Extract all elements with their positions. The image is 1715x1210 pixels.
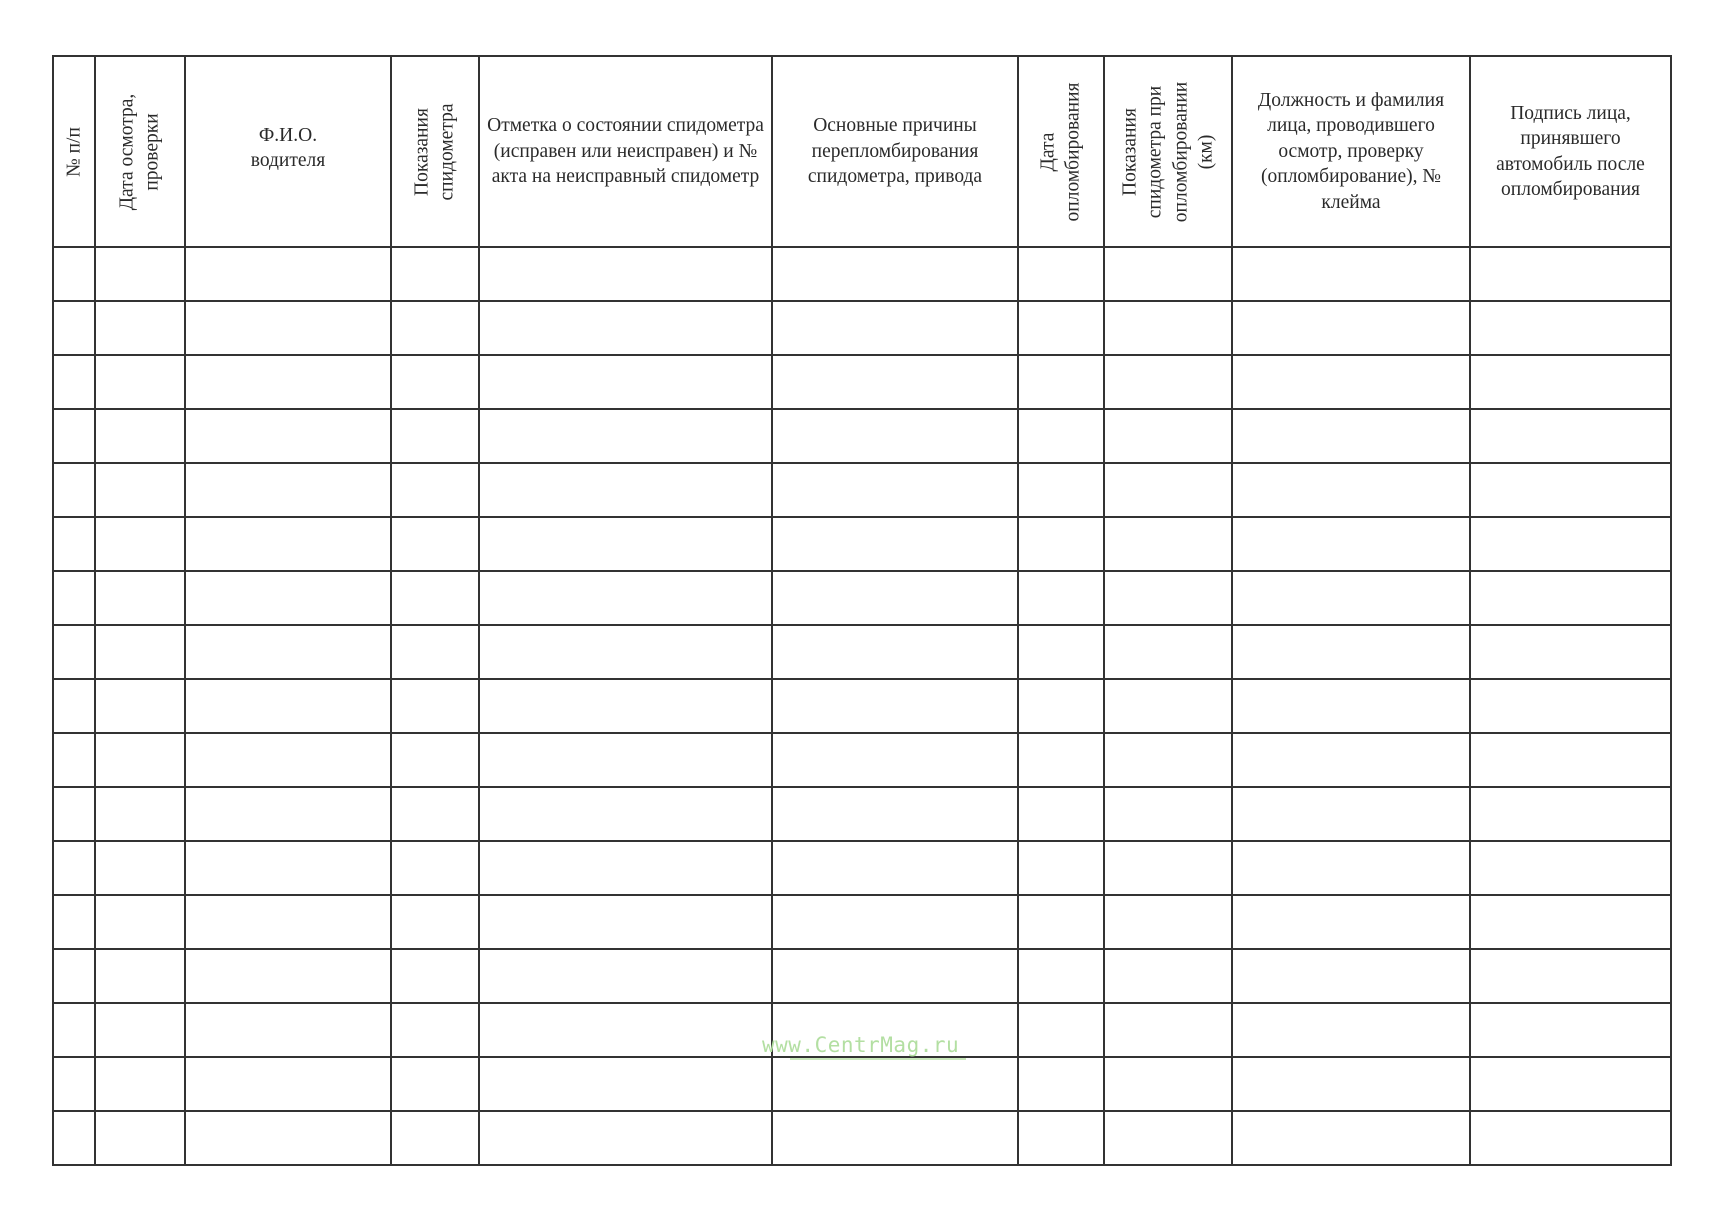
- cell-driver-name: [185, 787, 391, 841]
- cell-driver-name: [185, 1111, 391, 1165]
- cell-reading-at-seal: [1104, 301, 1232, 355]
- table-row: [53, 895, 1671, 949]
- header-text-inspect-date: Дата осмотра, проверки: [116, 93, 163, 210]
- cell-reseal-reasons: [772, 301, 1018, 355]
- cell-inspector: [1232, 1057, 1470, 1111]
- cell-num: [53, 355, 95, 409]
- cell-num: [53, 463, 95, 517]
- cell-reseal-reasons: [772, 355, 1018, 409]
- cell-reading-at-seal: [1104, 625, 1232, 679]
- cell-speedo-state: [479, 463, 772, 517]
- cell-speedo-reading: [391, 463, 479, 517]
- cell-seal-date: [1018, 625, 1104, 679]
- cell-inspector: [1232, 247, 1470, 301]
- header-text-seal-date: Дата опломбирования: [1037, 82, 1084, 221]
- cell-speedo-state: [479, 355, 772, 409]
- cell-speedo-state: [479, 733, 772, 787]
- cell-inspector: [1232, 517, 1470, 571]
- cell-seal-date: [1018, 841, 1104, 895]
- header-text-speedo-state: Отметка о состоянии спидометра (исправен или неисправен) и № акта на неисправный спидометр: [487, 115, 764, 188]
- table-row: [53, 355, 1671, 409]
- cell-inspect-date: [95, 625, 185, 679]
- cell-speedo-reading: [391, 301, 479, 355]
- header-text-reading-at-seal: Показания спидометра при опломбировании (км): [1119, 81, 1217, 222]
- cell-seal-date: [1018, 895, 1104, 949]
- cell-reading-at-seal: [1104, 841, 1232, 895]
- cell-num: [53, 679, 95, 733]
- cell-reseal-reasons: [772, 949, 1018, 1003]
- cell-seal-date: [1018, 517, 1104, 571]
- cell-inspector: [1232, 787, 1470, 841]
- table-row: [53, 517, 1671, 571]
- cell-reseal-reasons: [772, 1057, 1018, 1111]
- cell-receiver-signature: [1470, 679, 1671, 733]
- header-text-inspector: Должность и фамилия лица, проводившего осмотр, проверку (опломбирование), № клейма: [1257, 90, 1445, 213]
- cell-num: [53, 409, 95, 463]
- cell-reading-at-seal: [1104, 247, 1232, 301]
- cell-driver-name: [185, 841, 391, 895]
- header-cell-speedo-reading: [391, 56, 479, 247]
- header-text-receiver-signature: Подпись лица, принявшего автомобиль после опломбирования: [1496, 102, 1645, 200]
- header-cell-inspector: [1232, 56, 1470, 247]
- cell-inspect-date: [95, 571, 185, 625]
- cell-reseal-reasons: [772, 1111, 1018, 1165]
- cell-speedo-state: [479, 571, 772, 625]
- cell-reading-at-seal: [1104, 733, 1232, 787]
- cell-receiver-signature: [1470, 463, 1671, 517]
- cell-receiver-signature: [1470, 1111, 1671, 1165]
- cell-driver-name: [185, 247, 391, 301]
- cell-driver-name: [185, 571, 391, 625]
- cell-driver-name: [185, 463, 391, 517]
- table-row: [53, 571, 1671, 625]
- cell-speedo-reading: [391, 355, 479, 409]
- table-row: [53, 625, 1671, 679]
- cell-reseal-reasons: [772, 463, 1018, 517]
- cell-speedo-state: [479, 679, 772, 733]
- cell-reading-at-seal: [1104, 355, 1232, 409]
- cell-speedo-state: [479, 1057, 772, 1111]
- cell-driver-name: [185, 733, 391, 787]
- cell-speedo-state: [479, 895, 772, 949]
- header-text-driver-name: Ф.И.О. водителя: [250, 125, 326, 172]
- cell-receiver-signature: [1470, 733, 1671, 787]
- cell-receiver-signature: [1470, 409, 1671, 463]
- cell-num: [53, 787, 95, 841]
- cell-seal-date: [1018, 1057, 1104, 1111]
- cell-inspect-date: [95, 355, 185, 409]
- cell-seal-date: [1018, 463, 1104, 517]
- cell-inspect-date: [95, 733, 185, 787]
- cell-speedo-state: [479, 409, 772, 463]
- table-row: [53, 1057, 1671, 1111]
- cell-speedo-reading: [391, 895, 479, 949]
- cell-num: [53, 949, 95, 1003]
- cell-speedo-reading: [391, 1057, 479, 1111]
- cell-speedo-reading: [391, 1003, 479, 1057]
- table-row: [53, 733, 1671, 787]
- cell-inspector: [1232, 301, 1470, 355]
- cell-reading-at-seal: [1104, 571, 1232, 625]
- header-cell-seal-date: [1018, 56, 1104, 247]
- cell-seal-date: [1018, 949, 1104, 1003]
- cell-reseal-reasons: [772, 409, 1018, 463]
- cell-num: [53, 733, 95, 787]
- cell-seal-date: [1018, 409, 1104, 463]
- cell-num: [53, 625, 95, 679]
- header-cell-reading-at-seal: [1104, 56, 1232, 247]
- table-row: [53, 679, 1671, 733]
- header-cell-driver-name: [185, 56, 391, 247]
- cell-inspector: [1232, 625, 1470, 679]
- cell-reading-at-seal: [1104, 1003, 1232, 1057]
- cell-reading-at-seal: [1104, 463, 1232, 517]
- cell-receiver-signature: [1470, 301, 1671, 355]
- cell-seal-date: [1018, 301, 1104, 355]
- cell-receiver-signature: [1470, 517, 1671, 571]
- cell-inspector: [1232, 949, 1470, 1003]
- journal-body: [53, 247, 1671, 1165]
- cell-receiver-signature: [1470, 571, 1671, 625]
- cell-receiver-signature: [1470, 949, 1671, 1003]
- cell-speedo-state: [479, 625, 772, 679]
- cell-reseal-reasons: [772, 247, 1018, 301]
- cell-seal-date: [1018, 1003, 1104, 1057]
- header-cell-inspect-date: [95, 56, 185, 247]
- table-row: [53, 787, 1671, 841]
- cell-speedo-state: [479, 1003, 772, 1057]
- header-cell-speedo-state: [479, 56, 772, 247]
- header-row: [53, 56, 1671, 247]
- cell-speedo-state: [479, 517, 772, 571]
- cell-speedo-reading: [391, 679, 479, 733]
- cell-reading-at-seal: [1104, 787, 1232, 841]
- cell-speedo-reading: [391, 517, 479, 571]
- cell-inspector: [1232, 409, 1470, 463]
- cell-speedo-reading: [391, 1111, 479, 1165]
- cell-driver-name: [185, 301, 391, 355]
- table-row: [53, 463, 1671, 517]
- cell-reseal-reasons: [772, 733, 1018, 787]
- cell-inspect-date: [95, 247, 185, 301]
- cell-inspect-date: [95, 895, 185, 949]
- cell-driver-name: [185, 895, 391, 949]
- cell-reading-at-seal: [1104, 1111, 1232, 1165]
- cell-seal-date: [1018, 679, 1104, 733]
- cell-reseal-reasons: [772, 895, 1018, 949]
- cell-inspector: [1232, 463, 1470, 517]
- header-text-num: № п/п: [63, 126, 85, 177]
- cell-driver-name: [185, 1003, 391, 1057]
- header-text-speedo-reading: Показания спидометра: [411, 103, 458, 200]
- cell-inspector: [1232, 679, 1470, 733]
- cell-inspector: [1232, 895, 1470, 949]
- cell-reseal-reasons: [772, 517, 1018, 571]
- cell-receiver-signature: [1470, 625, 1671, 679]
- cell-speedo-state: [479, 247, 772, 301]
- cell-num: [53, 571, 95, 625]
- cell-speedo-state: [479, 949, 772, 1003]
- cell-reading-at-seal: [1104, 517, 1232, 571]
- cell-speedo-state: [479, 1111, 772, 1165]
- cell-speedo-reading: [391, 733, 479, 787]
- cell-num: [53, 895, 95, 949]
- cell-driver-name: [185, 1057, 391, 1111]
- cell-inspector: [1232, 355, 1470, 409]
- cell-inspect-date: [95, 463, 185, 517]
- table-row: [53, 1111, 1671, 1165]
- cell-seal-date: [1018, 1111, 1104, 1165]
- cell-seal-date: [1018, 571, 1104, 625]
- cell-driver-name: [185, 517, 391, 571]
- watermark-text: www.CentrMag.ru: [762, 1033, 960, 1057]
- watermark-underline: [790, 1058, 966, 1060]
- cell-inspector: [1232, 571, 1470, 625]
- cell-reseal-reasons: [772, 841, 1018, 895]
- cell-driver-name: [185, 409, 391, 463]
- cell-receiver-signature: [1470, 895, 1671, 949]
- cell-driver-name: [185, 355, 391, 409]
- cell-inspect-date: [95, 841, 185, 895]
- cell-speedo-reading: [391, 841, 479, 895]
- cell-inspector: [1232, 1003, 1470, 1057]
- cell-inspect-date: [95, 1057, 185, 1111]
- cell-inspector: [1232, 733, 1470, 787]
- cell-speedo-state: [479, 787, 772, 841]
- table-row: [53, 247, 1671, 301]
- cell-speedo-state: [479, 841, 772, 895]
- cell-speedo-reading: [391, 787, 479, 841]
- cell-inspect-date: [95, 1003, 185, 1057]
- cell-receiver-signature: [1470, 1003, 1671, 1057]
- cell-reading-at-seal: [1104, 1057, 1232, 1111]
- cell-seal-date: [1018, 733, 1104, 787]
- cell-inspect-date: [95, 787, 185, 841]
- table-row: [53, 301, 1671, 355]
- cell-num: [53, 517, 95, 571]
- cell-seal-date: [1018, 247, 1104, 301]
- cell-receiver-signature: [1470, 355, 1671, 409]
- cell-num: [53, 301, 95, 355]
- speedometer-seal-journal-table: [52, 55, 1672, 1166]
- cell-inspector: [1232, 1111, 1470, 1165]
- cell-speedo-reading: [391, 247, 479, 301]
- header-cell-reseal-reasons: [772, 56, 1018, 247]
- cell-reading-at-seal: [1104, 949, 1232, 1003]
- cell-driver-name: [185, 949, 391, 1003]
- cell-speedo-state: [479, 301, 772, 355]
- cell-reseal-reasons: [772, 625, 1018, 679]
- header-text-reseal-reasons: Основные причины перепломбирования спидометра, привода: [807, 115, 983, 188]
- cell-driver-name: [185, 625, 391, 679]
- cell-inspect-date: [95, 949, 185, 1003]
- cell-num: [53, 1057, 95, 1111]
- cell-num: [53, 1003, 95, 1057]
- cell-num: [53, 247, 95, 301]
- cell-receiver-signature: [1470, 787, 1671, 841]
- cell-receiver-signature: [1470, 247, 1671, 301]
- cell-reading-at-seal: [1104, 895, 1232, 949]
- cell-num: [53, 1111, 95, 1165]
- header-cell-receiver-signature: [1470, 56, 1671, 247]
- cell-inspect-date: [95, 679, 185, 733]
- table-row: [53, 841, 1671, 895]
- cell-inspect-date: [95, 517, 185, 571]
- cell-speedo-reading: [391, 571, 479, 625]
- cell-receiver-signature: [1470, 1057, 1671, 1111]
- table-row: [53, 949, 1671, 1003]
- cell-speedo-reading: [391, 625, 479, 679]
- cell-reading-at-seal: [1104, 679, 1232, 733]
- cell-num: [53, 841, 95, 895]
- header-cell-num: [53, 56, 95, 247]
- cell-inspect-date: [95, 409, 185, 463]
- cell-inspect-date: [95, 301, 185, 355]
- cell-reading-at-seal: [1104, 409, 1232, 463]
- cell-speedo-reading: [391, 409, 479, 463]
- table-row: [53, 409, 1671, 463]
- cell-reseal-reasons: [772, 787, 1018, 841]
- cell-reseal-reasons: [772, 679, 1018, 733]
- cell-inspect-date: [95, 1111, 185, 1165]
- cell-seal-date: [1018, 355, 1104, 409]
- cell-inspector: [1232, 841, 1470, 895]
- cell-receiver-signature: [1470, 841, 1671, 895]
- cell-seal-date: [1018, 787, 1104, 841]
- cell-speedo-reading: [391, 949, 479, 1003]
- cell-driver-name: [185, 679, 391, 733]
- cell-reseal-reasons: [772, 571, 1018, 625]
